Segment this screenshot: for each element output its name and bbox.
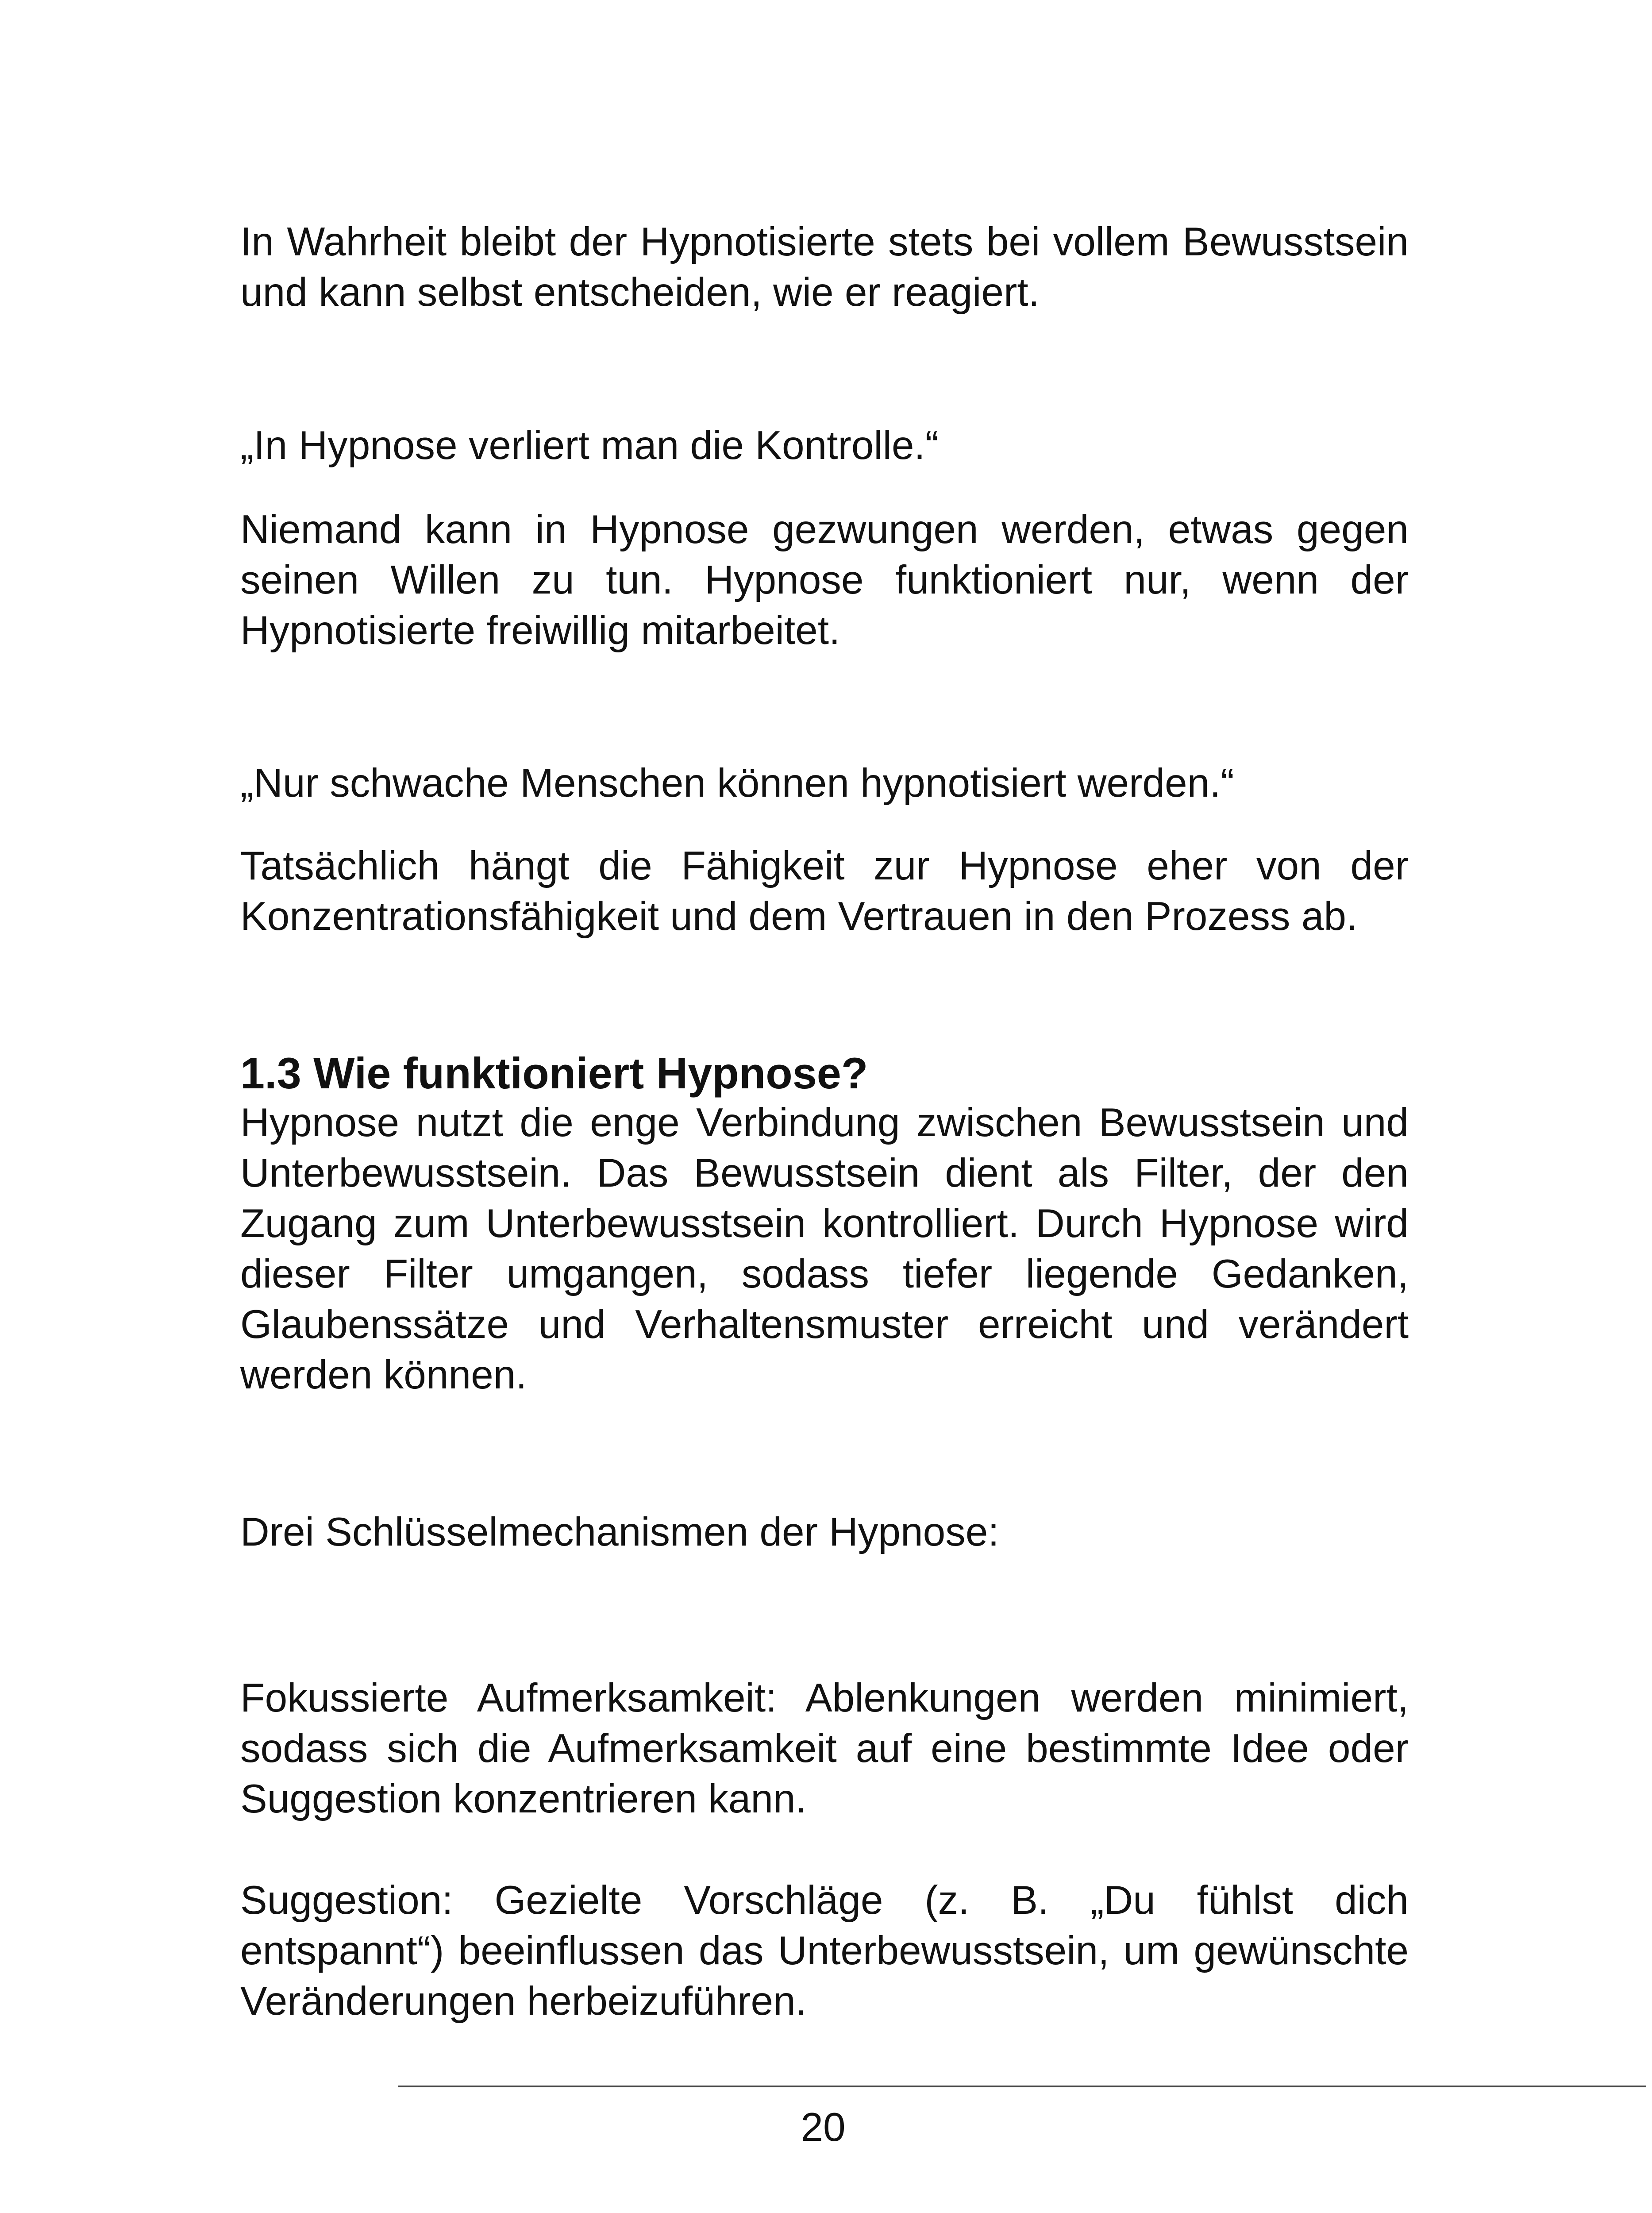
footer-divider: [398, 2086, 1646, 2087]
paragraph-no-coercion: Niemand kann in Hypnose gezwungen werden, etwas gegen seinen Willen zu tun. Hypnose funktioniert nur, wenn der Hypnotisierte freiwillig mitarbeitet.: [240, 507, 1409, 653]
section-heading: 1.3 Wie funktioniert Hypnose?: [240, 1049, 868, 1098]
paragraph-concentration: Tatsächlich hängt die Fähigkeit zur Hypnose eher von der Konzentrationsfähigkeit und dem Vertrauen in den Prozess ab.: [240, 844, 1409, 939]
page-number: 20: [801, 2105, 846, 2150]
myth-heading-weak-people: „Nur schwache Menschen können hypnotisiert werden.“: [240, 761, 1234, 806]
myth-heading-control: „In Hypnose verliert man die Kontrolle.“: [240, 423, 939, 468]
paragraph-suggestion: Suggestion: Gezielte Vorschläge (z. B. „Du fühlst dich entspannt“) beeinflussen das Unterbewusstsein, um gewünschte Veränderungen herbeizuführen.: [240, 1878, 1409, 2024]
paragraph-mechanisms-intro: Drei Schlüsselmechanismen der Hypnose:: [240, 1510, 999, 1554]
paragraph-how-hypnosis-works: Hypnose nutzt die enge Verbindung zwischen Bewusstsein und Unterbewusstsein. Das Bewusstsein dient als Filter, der den Zugang zum Unterbewusstsein kontrolliert. Durch Hypnose wird dieser Filter umgangen, sodass tiefer liegende Gedanken, Glaubenssätze und Verhaltensmuster erreicht und verändert werden können.: [240, 1100, 1409, 1397]
paragraph-consciousness: In Wahrheit bleibt der Hypnotisierte stets bei vollem Bewusstsein und kann selbst entscheiden, wie er reagiert.: [240, 220, 1409, 315]
paragraph-focused-attention: Fokussierte Aufmerksamkeit: Ablenkungen werden minimiert, sodass sich die Aufmerksamkeit auf eine bestimmte Idee oder Suggestion konzentrieren kann.: [240, 1676, 1409, 1821]
